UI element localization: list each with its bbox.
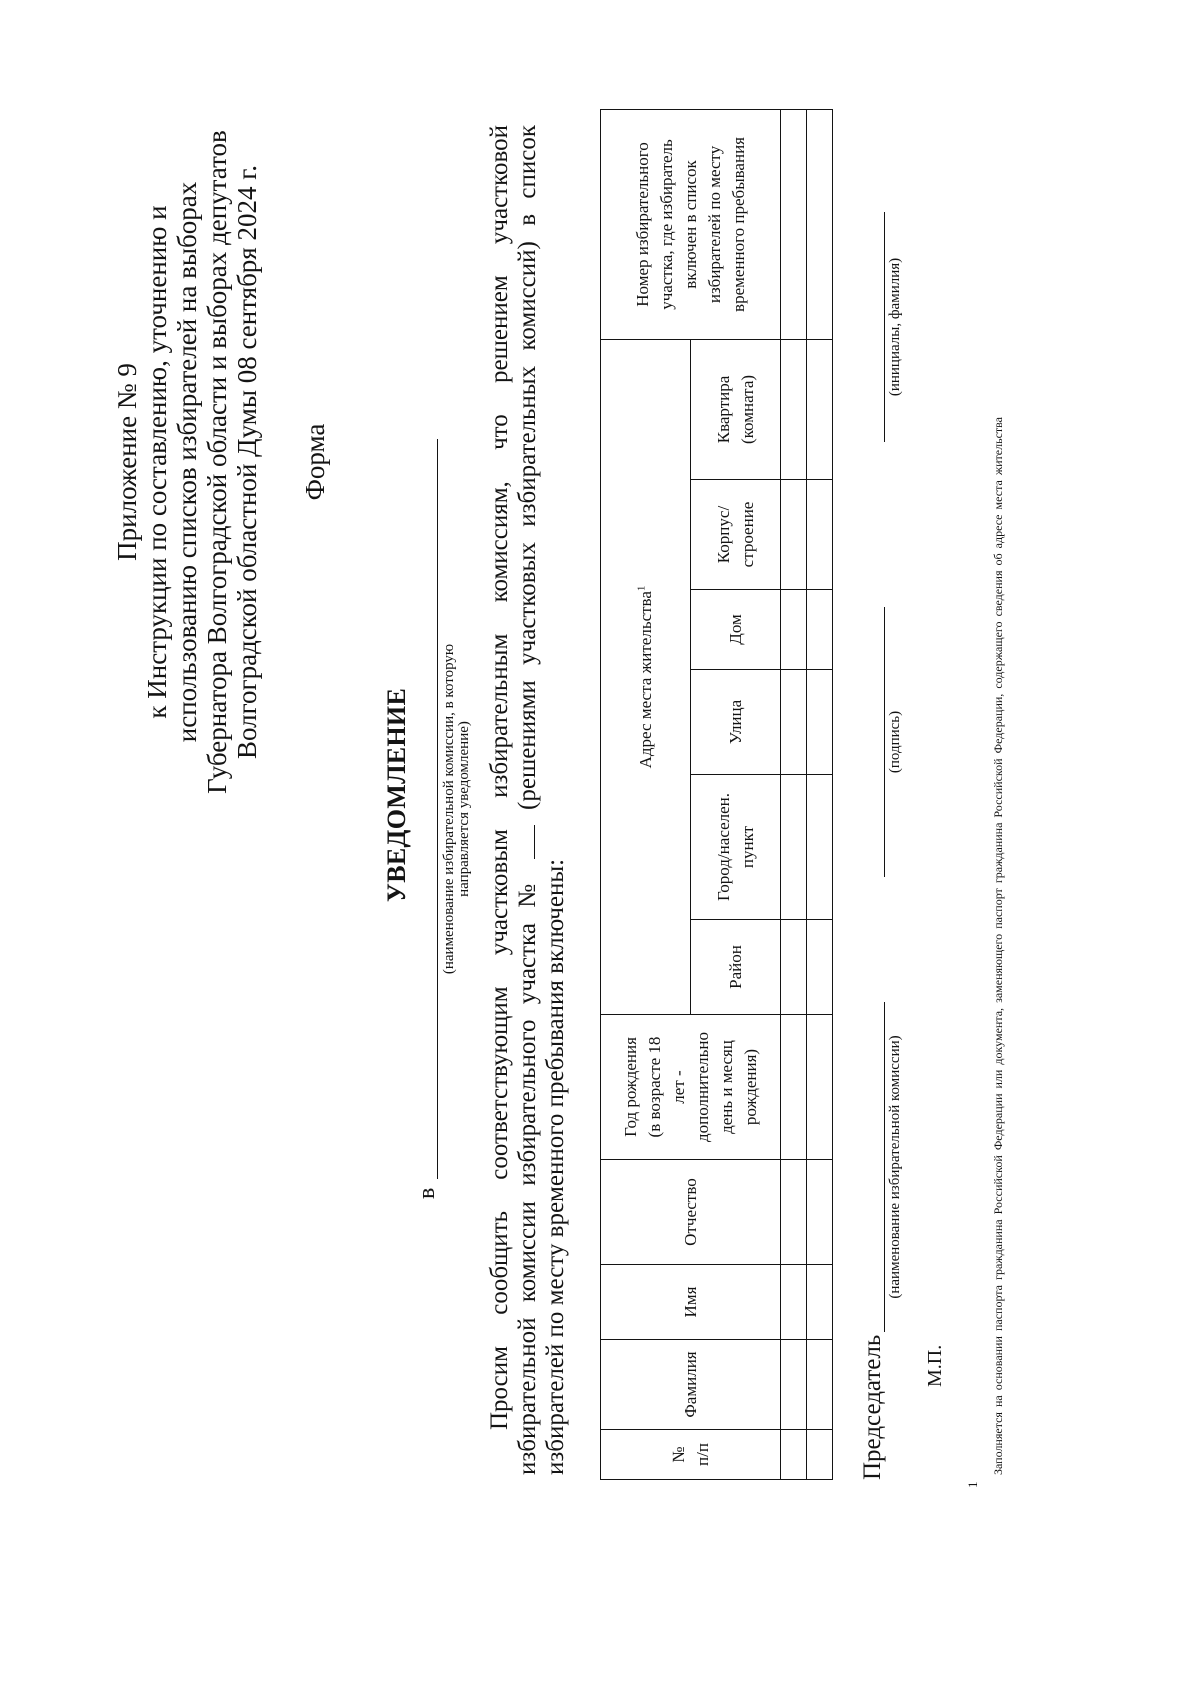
header-line: пункт	[737, 825, 757, 869]
table-cell	[781, 1160, 807, 1265]
addressee-caption	[442, 439, 472, 1179]
appendix-header	[112, 92, 262, 832]
header-birth	[601, 1015, 781, 1160]
addressee-prefix: в	[414, 1187, 440, 1199]
header-line: лет -	[668, 1070, 688, 1104]
header-line: включен в список	[680, 160, 700, 289]
header-street	[691, 670, 781, 775]
header-line: Корпус/	[713, 505, 733, 564]
header-precinct	[601, 109, 781, 339]
body-line-3: избирателей по месту временного пребывания включены:	[542, 858, 569, 1475]
header-line: дополнительно	[692, 1032, 712, 1143]
header-number	[601, 1430, 781, 1480]
header-line: Номер избирательного	[632, 142, 652, 307]
header-house	[691, 590, 781, 670]
header-patronymic	[601, 1160, 781, 1265]
appendix-line: Губернатора Волгоградской области и выборах депутатов	[202, 130, 232, 794]
table-cell	[781, 920, 807, 1015]
table-cell	[781, 1015, 807, 1160]
table-cell	[781, 1265, 807, 1340]
header-line: избирателей по месту	[704, 145, 724, 304]
footnote-text: Заполняется на основании паспорта гражданина Российской Федерации или документа, заменяющего паспорт гражданина Российской Федерации, содержащего сведения об адресе места жительства	[991, 417, 1005, 1475]
header-line: строение	[737, 501, 757, 568]
initials-surname-line	[884, 212, 885, 442]
header-address-group	[601, 339, 691, 1014]
body-line-2	[514, 125, 542, 1475]
appendix-line: использованию списков избирателей на выборах	[172, 181, 202, 743]
document-title: УВЕДОМЛЕНИЕ	[382, 687, 411, 903]
table-cell	[781, 775, 807, 920]
header-line: день и месяц	[716, 1040, 736, 1134]
appendix-line: к Инструкции по составлению, уточнению и	[142, 205, 172, 719]
table-cell	[807, 1160, 833, 1265]
form-label: Форма	[300, 423, 330, 501]
header-line: Имя	[680, 1286, 700, 1318]
appendix-line: Волгоградской областной Думы 08 сентября 2024 г.	[232, 164, 262, 760]
header-line: Год рождения	[620, 1037, 640, 1137]
addressee-caption-line: направляется уведомление)	[456, 721, 472, 897]
table-cell	[807, 480, 833, 590]
body-line-2-start: избирательной комиссии избирательного участка №	[514, 874, 541, 1475]
table-header-row	[601, 109, 691, 1479]
table-cell	[781, 1340, 807, 1430]
stamp-place-label: М.П.	[924, 1344, 946, 1387]
body-line-2-end: (решениями участковых избирательных комиссий) в список	[514, 124, 541, 810]
header-line: Город/населен.	[713, 792, 733, 902]
table-row	[781, 109, 807, 1479]
table-cell	[781, 109, 807, 339]
header-city	[691, 775, 781, 920]
header-line: №	[668, 1446, 688, 1463]
table-cell	[807, 775, 833, 920]
footnote-mark: 1	[965, 1481, 980, 1488]
header-line: Квартира	[713, 375, 733, 444]
header-line: (комната)	[737, 374, 757, 445]
commission-name-line	[884, 1002, 885, 1332]
header-address-label: Адрес места жительства	[635, 591, 655, 769]
header-line: п/п	[692, 1443, 712, 1466]
header-building	[691, 480, 781, 590]
table-cell	[781, 480, 807, 590]
table-cell	[781, 1430, 807, 1480]
table-cell	[807, 920, 833, 1015]
header-line: рождения)	[740, 1048, 760, 1126]
table-cell	[807, 670, 833, 775]
table-cell	[781, 339, 807, 479]
table-cell	[807, 1340, 833, 1430]
signature-caption: (подпись)	[887, 710, 903, 774]
table-cell	[781, 590, 807, 670]
header-line: Улица	[725, 699, 745, 745]
footnote-reference: 1	[634, 585, 647, 592]
table-cell	[807, 109, 833, 339]
precinct-number-blank	[514, 825, 535, 859]
header-apartment	[691, 339, 781, 479]
addressee-blank-line	[437, 439, 438, 1179]
commission-name-caption: (наименование избирательной комиссии)	[887, 1035, 903, 1299]
table-cell	[807, 339, 833, 479]
table-row	[807, 109, 833, 1479]
header-line: Дом	[725, 614, 745, 645]
header-line: (в возрасте 18	[644, 1036, 664, 1138]
body-line-1: Просим сообщить соответствующим участковым избирательным комиссиям, что решением участковой	[486, 125, 513, 1430]
initials-surname-caption: (инициалы, фамилия)	[887, 257, 903, 397]
header-line: Фамилия	[680, 1351, 700, 1418]
voters-table	[600, 109, 833, 1480]
header-line: Отчество	[680, 1178, 700, 1246]
addressee-caption-line: (наименование избирательной комиссии, в которую	[441, 643, 457, 975]
appendix-line: Приложение № 9	[112, 363, 142, 561]
table-cell	[807, 1015, 833, 1160]
table-cell	[781, 670, 807, 775]
header-surname	[601, 1340, 781, 1430]
header-line: временного пребывания	[728, 137, 748, 312]
table-cell	[807, 1430, 833, 1480]
header-district	[691, 920, 781, 1015]
header-name	[601, 1265, 781, 1340]
chairman-label: Председатель	[859, 1334, 886, 1480]
signature-line	[884, 607, 885, 877]
table-cell	[807, 590, 833, 670]
header-line: участка, где избиратель	[656, 139, 676, 310]
header-line: Район	[725, 945, 745, 989]
table-cell	[807, 1265, 833, 1340]
